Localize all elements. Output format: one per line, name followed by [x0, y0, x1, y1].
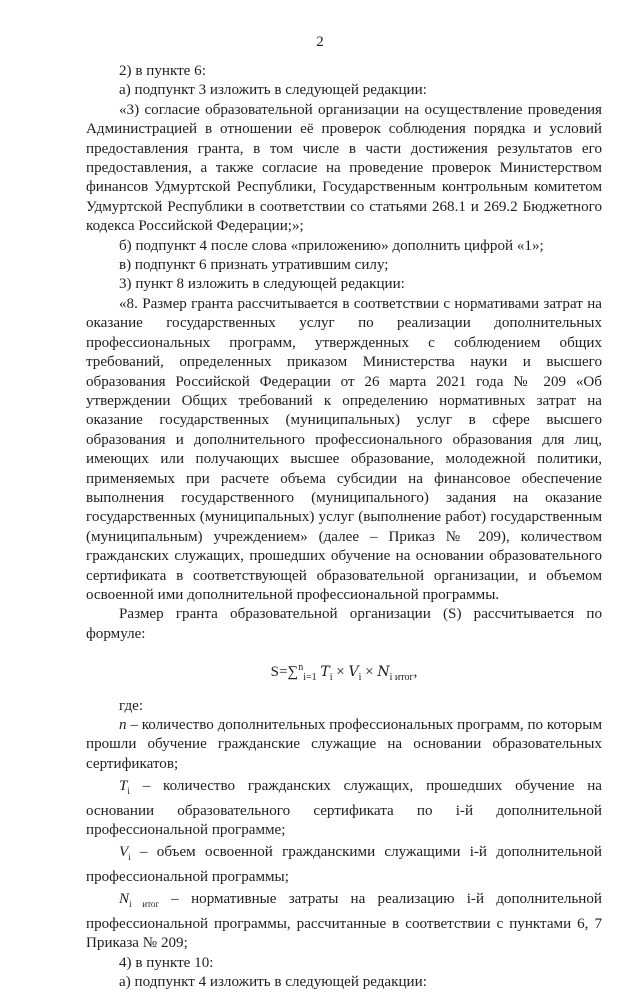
formula-times-1: × [332, 664, 349, 681]
formula-v: V [348, 664, 359, 681]
definition-t [86, 777, 602, 840]
paragraph-item-3: 3) пункт 8 изложить в следующей редакции: [119, 276, 405, 293]
formula-lhs: S= [270, 664, 288, 681]
subitem-v: в) подпункт 6 признать утратившим силу; [119, 257, 389, 274]
formula-v-sub: i [358, 672, 362, 684]
subitem-b: б) подпункт 4 после слова «приложению» дополнить цифрой «1»; [119, 237, 544, 254]
definition-ni-text: – нормативные затраты на реализацию i-й дополнительной профессиональной программы, рассчитанные в соответствии с пунктами 6, 7 Приказа № 209; [86, 891, 602, 952]
definition-t-text: – количество гражданских служащих, прошедших обучение на основании образовательного сертификата по i-й дополнительной профессиональной программе; [86, 778, 602, 839]
formula-n: N [377, 664, 390, 681]
formula-t: T [320, 664, 330, 681]
paragraph-item-2: 2) в пункте 6: [119, 63, 206, 79]
var-ni-sub: i итог [129, 899, 160, 910]
quoted-item-8: «8. Размер гранта рассчитывается в соответствии с нормативами затрат на оказание государственных услуг по реализации дополнительных профессиональных программ, утвержденных с соблюдением общих требований, определенных приказом Министерства науки и высшего образования Российской Федерации от 26 марта 2021 года № 209 «Об утверждении Общих требований к определению нормативных затрат на оказание государственных (муниципальных) услуг в сфере высшего образования и дополнительного профессионального образования для лиц, имеющих или получающих высшее образование, молодежной политики, применяемых при расчете объема субсидии на финансовое обеспечение выполнения государственного (муниципального) задания на оказание государственных (муниципальных) услуг (выполнение работ) государственным (муниципальным) учреждением» (далее – Приказ № 209), количеством гражданских служащих, прошедших обучение на основании образовательного сертификата в соответствующей образовательной организации, и объемом освоенной ими дополнительной профессиональной программы. [86, 295, 602, 603]
definition-ni [86, 890, 602, 953]
var-ni: N [119, 891, 130, 908]
formula-sum-lower: i=1 [303, 672, 317, 684]
var-n: n [119, 717, 127, 733]
definition-n [86, 716, 602, 774]
var-v: V [119, 844, 129, 861]
formula-sum-sign: ∑ [287, 664, 299, 681]
subitem-a-item-10: а) подпункт 4 изложить в следующей редакции: [119, 973, 427, 990]
var-v-sub: i [128, 852, 131, 863]
formula-times-2: × [361, 664, 378, 681]
definition-v-text: – объем освоенной гражданскими служащими i-й дополнительной профессиональной программы; [86, 844, 602, 885]
formula-intro: Размер гранта образовательной организации (S) рассчитывается по формуле: [86, 606, 602, 642]
paragraph-item-4: 4) в пункте 10: [119, 954, 214, 971]
var-t: T [119, 778, 128, 795]
formula-t-sub: i [329, 672, 333, 684]
page-number: 2 [316, 34, 324, 50]
definition-n-text: – количество дополнительных профессиональных программ, по которым прошли обучение гражданские служащие на основании образовательных сертификатов; [86, 717, 602, 772]
grant-formula [86, 658, 602, 687]
var-t-sub: i [127, 786, 130, 797]
formula-n-sub: i итог [389, 672, 414, 684]
formula-tail: , [413, 664, 418, 681]
document-body [86, 62, 602, 992]
quoted-subitem-3: «3) согласие образовательной организации на осуществление проведения Администрацией в отношении её проверок соблюдения порядка и условий предоставления гранта, в том числе в части достижения результатов его предоставления, а также согласие на проведение проверок Министерством финансов Удмуртской Республики, Государственным контрольным комитетом Удмуртской Республики в соответствии со статьями 268.1 и 269.2 Бюджетного кодекса Российской Федерации;»; [86, 101, 602, 235]
definition-v [86, 843, 602, 887]
subitem-a: а) подпункт 3 изложить в следующей редакции: [119, 82, 427, 99]
where-label: где: [119, 697, 144, 714]
formula-sum-upper: n [298, 662, 304, 674]
